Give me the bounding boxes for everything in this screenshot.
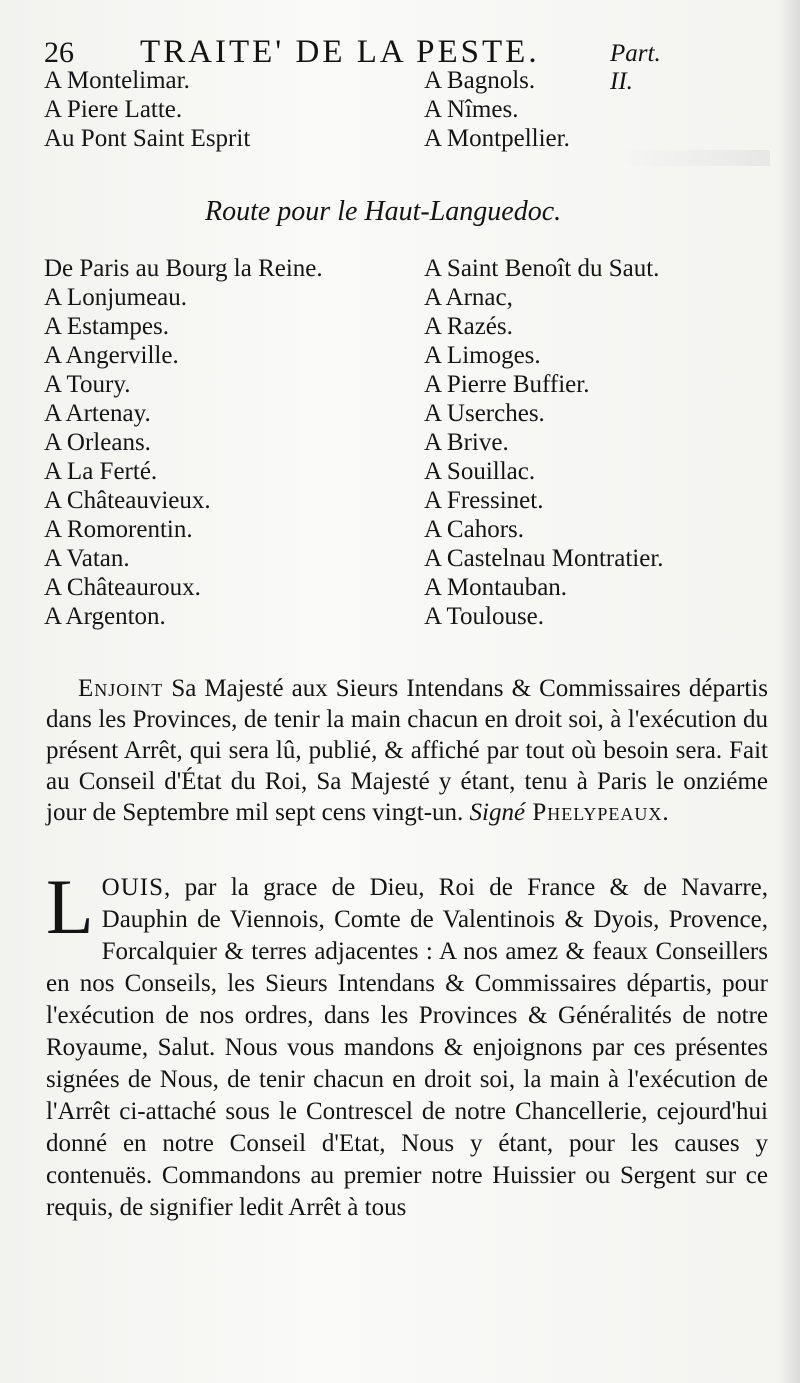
list-item: A Castelnau Montratier. xyxy=(424,545,664,572)
list-item: De Paris au Bourg la Reine. xyxy=(44,255,323,282)
list-item: A Nîmes. xyxy=(424,96,519,123)
drop-cap: L xyxy=(46,863,94,950)
paragraph-lead-word: Enjoint xyxy=(78,675,164,702)
list-item: A La Ferté. xyxy=(44,458,158,485)
route-list-left xyxy=(44,254,323,631)
list-item: A Argenton. xyxy=(44,603,166,630)
list-item: A Châteauroux. xyxy=(44,574,201,601)
page-number: 26 xyxy=(44,36,74,69)
list-item: Au Pont Saint Esprit xyxy=(44,125,251,152)
top-list-left xyxy=(44,66,250,153)
show-through-shading xyxy=(620,150,770,166)
running-title: TRAITE' DE LA PESTE. xyxy=(140,34,540,70)
list-item: A Châteauvieux. xyxy=(44,487,211,514)
list-item: A Romorentin. xyxy=(44,516,193,543)
list-item: A Bagnols. xyxy=(424,67,536,94)
list-item: A Toury. xyxy=(44,371,131,398)
route-list-right xyxy=(424,254,664,631)
list-item: A Artenay. xyxy=(44,400,151,427)
list-item: A Piere Latte. xyxy=(44,96,183,123)
list-item: A Saint Benoît du Saut. xyxy=(424,255,660,282)
list-item: A Arnac, xyxy=(424,284,513,311)
list-item: A Lonjumeau. xyxy=(44,284,188,311)
list-item: A Estampes. xyxy=(44,313,169,340)
running-part: Part. II. xyxy=(610,40,661,95)
list-item: A Fressinet. xyxy=(424,487,544,514)
list-item: A Montauban. xyxy=(424,574,568,601)
list-item: A Brive. xyxy=(424,429,509,456)
paragraph-body: Sa Majesté aux Sieurs Intendans & Commissaires départis dans les Provinces, de tenir la main chacun en droit soi, à l'exécution du présent Arrêt, qui sera lû, publié, & affiché par tout où besoin sera. Fait au Conseil d'État du Roi, Sa Majesté y étant, tenu à Paris le onziéme jour de Septembre mil sept cens vingt-un. xyxy=(46,675,768,826)
section-heading: Route pour le Haut-Languedoc. xyxy=(205,196,562,227)
signed-word: Signé xyxy=(469,799,526,826)
list-item: A Montelimar. xyxy=(44,67,190,94)
list-item: A Orleans. xyxy=(44,429,151,456)
decree-paragraph xyxy=(46,673,768,828)
list-item: A Cahors. xyxy=(424,516,524,543)
paragraph-body: , par la grace de Dieu, Roi de France & de Navarre, Dauphin de Viennois, Comte de Valentinois & Dyois, Provence, Forcalquier & terres adjacentes : A nos amez & feaux Conseillers en nos Conseils, les Sieurs Intendans & Commissaires départis, pour l'exécution de nos ordres, dans les Provinces & Généralités de notre Royaume, Salut. Nous vous mandons & enjoignons par ces présentes signées de Nous, de tenir chacun en droit soi, la main à l'exécution de l'Arrêt ci-attaché sous le Contrescel de notre Chancellerie, cejourd'hui donné en notre Conseil d'Etat, Nous y étant, pour les causes y contenuës. Commandons au premier notre Huissier ou Sergent sur ce requis, de signifier ledit Arrêt à tous xyxy=(46,874,768,1221)
page-gutter-shadow xyxy=(778,0,800,1383)
list-item: A Souillac. xyxy=(424,458,536,485)
list-item: A Toulouse. xyxy=(424,603,545,630)
list-item: A Limoges. xyxy=(424,342,541,369)
list-item: A Pierre Buffier. xyxy=(424,371,590,398)
paragraph-lead-word: OUIS xyxy=(101,874,164,901)
list-item: A Vatan. xyxy=(44,545,130,572)
list-item: A Userches. xyxy=(424,400,545,427)
list-item: A Montpellier. xyxy=(424,125,570,152)
top-list-right xyxy=(424,66,570,153)
signature: Phelypeaux. xyxy=(525,799,670,826)
list-item: A Razés. xyxy=(424,313,513,340)
letters-patent-paragraph xyxy=(46,863,768,1224)
list-item: A Angerville. xyxy=(44,342,179,369)
